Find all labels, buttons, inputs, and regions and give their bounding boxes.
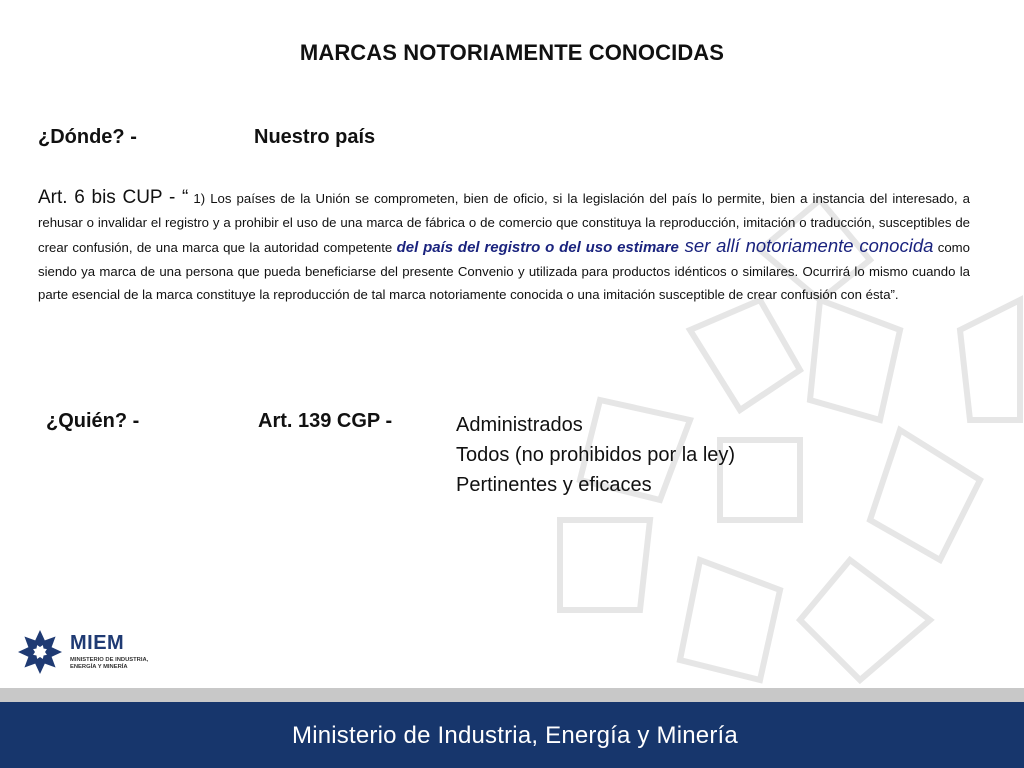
footer-gray-stripe bbox=[0, 688, 1024, 702]
quien-article: Art. 139 CGP - bbox=[258, 410, 393, 432]
donde-question: ¿Dónde? - bbox=[38, 126, 137, 148]
logo-name: MIEM bbox=[70, 632, 125, 654]
article-text-part1: 1) Los países de la Unión se comprometen, bien de oficio, si la legislación del país lo permite, bien a instancia del interesado, a rehusar o invalidar el registro y a prohibir el uso de una marca de fábrica o de comercio que constituya la reproducción, imitación o traducción, susceptibles de crear confusión, de una marca que la autoridad competente bbox=[38, 191, 970, 256]
article-emphasis-2: ser allí notoriamente conocida bbox=[678, 235, 934, 257]
article-paragraph bbox=[38, 186, 970, 307]
quien-item: Administrados bbox=[456, 414, 583, 436]
donde-answer: Nuestro país bbox=[254, 126, 376, 148]
logo-text-block bbox=[70, 632, 150, 671]
slide-title: MARCAS NOTORIAMENTE CONOCIDAS bbox=[299, 40, 725, 65]
article-text-part2: como siendo ya marca de una persona que pueda beneficiarse del presente Convenio y utilizada para productos idénticos o similares. Ocurrirá lo mismo cuando la parte esencial de la marca constituye la reproducción de tal marca notoriamente conocida o una imitación susceptible de crear confusión con ésta”. bbox=[38, 240, 970, 303]
logo-subtitle: MINISTERIO DE INDUSTRIA, ENERGÍA Y MINERÍA bbox=[70, 657, 149, 670]
quien-item: Todos (no prohibidos por la ley) bbox=[456, 444, 736, 466]
article-lead: Art. 6 bis CUP - “ bbox=[38, 187, 189, 208]
quien-list bbox=[456, 410, 735, 500]
footer-ministry-name: Ministerio de Industria, Energía y Minería bbox=[292, 722, 738, 749]
quien-question: ¿Quién? - bbox=[46, 410, 140, 432]
quien-item: Pertinentes y eficaces bbox=[456, 474, 652, 496]
article-emphasis-1: del país del registro o del uso estimare bbox=[396, 239, 679, 257]
